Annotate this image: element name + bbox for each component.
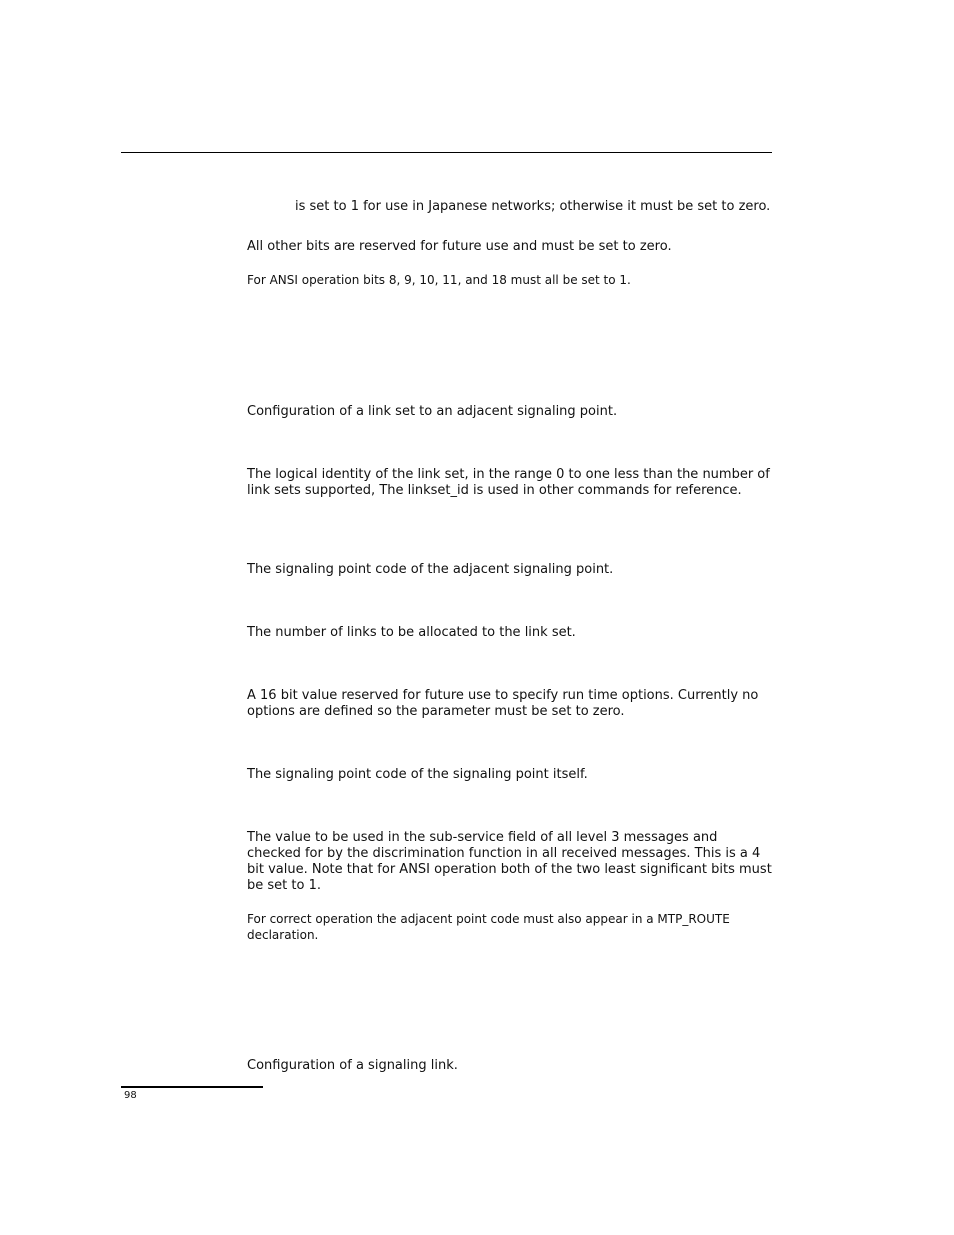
num-links-description: The number of links to be allocated to the link set. xyxy=(247,625,576,640)
local-spc-description: The signaling point code of the signaling point itself. xyxy=(247,767,588,782)
adjacent-spc-description: The signaling point code of the adjacent signaling point. xyxy=(247,562,614,577)
options-description: A 16 bit value reserved for future use to specify run time options. Currently no options are defined so the parameter must be set to zero. xyxy=(247,688,759,719)
header-rule xyxy=(121,152,772,153)
ansi-note: For ANSI operation bits 8, 9, 10, 11, and 18 must all be set to 1. xyxy=(247,273,631,287)
footer-rule xyxy=(121,1086,263,1088)
linkset-config-description: Configuration of a link set to an adjacent signaling point. xyxy=(247,404,618,419)
japanese-bit-paragraph: is set to 1 for use in Japanese networks; otherwise it must be set to zero. xyxy=(295,199,771,214)
linkset-id-description: The logical identity of the link set, in the range 0 to one less than the number of link sets supported, The linkset_id is used in other commands for reference. xyxy=(247,467,770,498)
route-note: For correct operation the adjacent point code must also appear in a MTP_ROUTE declaration. xyxy=(247,912,730,942)
page-number: 98 xyxy=(124,1090,137,1101)
link-config-description: Configuration of a signaling link. xyxy=(247,1058,458,1073)
reserved-bits-paragraph: All other bits are reserved for future use and must be set to zero. xyxy=(247,239,672,254)
ssf-description: The value to be used in the sub-service field of all level 3 messages and checked for by the discrimination function in all received messages. This is a 4 bit value. Note that for ANSI operation both of the two least significant bits must be set to 1. xyxy=(247,830,772,893)
